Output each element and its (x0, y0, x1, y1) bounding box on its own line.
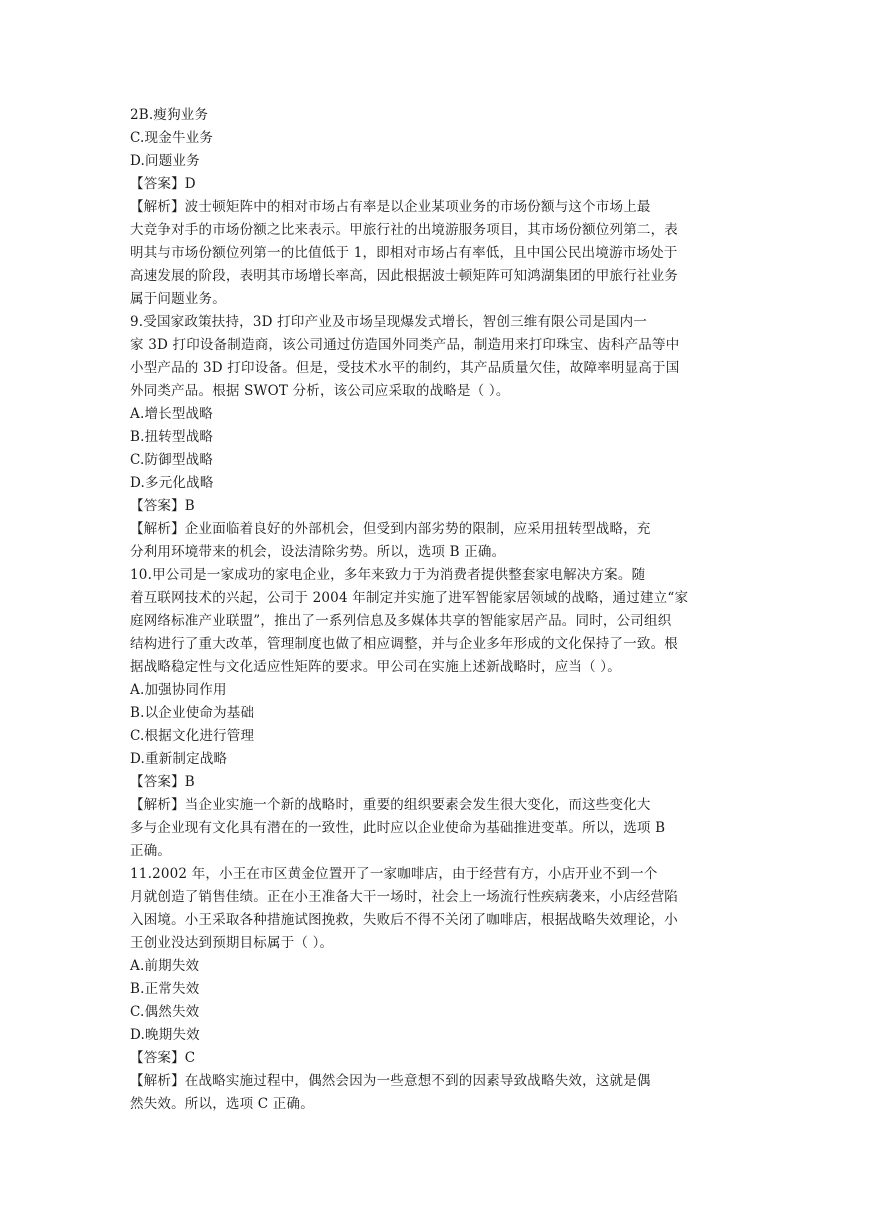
explanation-9-line-1: 【解析】企业面临着良好的外部机会，但受到内部劣势的限制，应采用扭转型战略，充 (130, 521, 651, 537)
option-a: A.加强协同作用 (130, 682, 227, 698)
question-9-line-2: 家 3D 打印设备制造商，该公司通过仿造国外同类产品，制造用来打印珠宝、齿科产品等中 (130, 337, 680, 353)
explanation-11-line-1: 【解析】在战略实施过程中，偶然会因为一些意想不到的因素导致战略失效，这就是偶 (130, 1073, 651, 1089)
question-10-line-3: 庭网络标准产业联盟”，推出了一系列信息及多媒体共享的智能家居产品。同时，公司组织 (130, 613, 672, 629)
question-11-line-3: 入困境。小王采取各种措施试图挽救，失败后不得不关闭了咖啡店，根据战略失效理论，小 (130, 912, 678, 928)
option-d: D.晚期失效 (130, 1027, 200, 1043)
option-c: C.根据文化进行管理 (130, 728, 255, 744)
option-b: B.正常失效 (130, 981, 200, 997)
question-10-line-5: 据战略稳定性与文化适应性矩阵的要求。甲公司在实施上述新战略时，应当（ ）。 (130, 659, 621, 675)
explanation-10-line-2: 多与企业现有文化具有潜在的一致性，此时应以企业使命为基础推进变革。所以，选项 B (130, 820, 666, 836)
explanation-10-line-1: 【解析】当企业实施一个新的战略时，重要的组织要素会发生很大变化，而这些变化大 (130, 797, 651, 813)
question-11-line-4: 王创业没达到预期目标属于（ ）。 (130, 935, 334, 951)
question-9-line-1: 9.受国家政策扶持，3D 打印产业及市场呈现爆发式增长，智创三维有限公司是国内一 (130, 314, 648, 330)
question-11-line-1: 11.2002 年，小王在市区黄金位置开了一家咖啡店，由于经营有方，小店开业不到一个 (130, 866, 658, 882)
option-d: D.问题业务 (130, 153, 200, 169)
explanation-8-line-4: 高速发展的阶段，表明其市场增长率高，因此根据波士顿矩阵可知鸿湖集团的甲旅行社业务 (130, 268, 678, 284)
explanation-10-line-3: 正确。 (130, 843, 172, 859)
explanation-8-line-5: 属于问题业务。 (130, 291, 226, 307)
answer-8: 【答案】D (130, 176, 196, 192)
answer-10: 【答案】B (130, 774, 195, 790)
option-c: C.偶然失效 (130, 1004, 200, 1020)
option-a: A.增长型战略 (130, 406, 213, 422)
option-b: B.以企业使命为基础 (130, 705, 255, 721)
option-d: D.重新制定战略 (130, 751, 228, 767)
question-9-line-4: 外同类产品。根据 SWOT 分析，该公司应采取的战略是（ ）。 (130, 383, 510, 399)
explanation-11-line-2: 然失效。所以，选项 C 正确。 (130, 1096, 314, 1112)
question-10-line-2: 着互联网技术的兴起，公司于 2004 年制定并实施了进军智能家居领域的战略，通过建立“家 (130, 590, 689, 606)
answer-9: 【答案】B (130, 498, 195, 514)
option-2b: 2B.瘦狗业务 (130, 107, 209, 123)
option-c: C.防御型战略 (130, 452, 214, 468)
option-b: B.扭转型战略 (130, 429, 214, 445)
explanation-8-line-3: 明其与市场份额位列第一的比值低于 1，即相对市场占有率低，且中国公民出境游市场处于 (130, 245, 678, 261)
question-11-line-2: 月就创造了销售佳绩。正在小王准备大干一场时，社会上一场流行性疾病袭来，小店经营陷 (130, 889, 678, 905)
option-c: C.现金牛业务 (130, 130, 214, 146)
option-d: D.多元化战略 (130, 475, 214, 491)
question-9-line-3: 小型产品的 3D 打印设备。但是，受技术水平的制约，其产品质量欠佳，故障率明显高于国 (130, 360, 680, 376)
explanation-8-line-2: 大竞争对手的市场份额之比来表示。甲旅行社的出境游服务项目，其市场份额位列第二，表 (130, 222, 678, 238)
question-10-line-4: 结构进行了重大改革，管理制度也做了相应调整，并与企业多年形成的文化保持了一致。根 (130, 636, 678, 652)
question-10-line-1: 10.甲公司是一家成功的家电企业，多年来致力于为消费者提供整套家电解决方案。随 (130, 567, 646, 583)
option-a: A.前期失效 (130, 958, 200, 974)
answer-11: 【答案】C (130, 1050, 196, 1066)
explanation-8-line-1: 【解析】波士顿矩阵中的相对市场占有率是以企业某项业务的市场份额与这个市场上最 (130, 199, 651, 215)
explanation-9-line-2: 分利用环境带来的机会，设法清除劣势。所以，选项 B 正确。 (130, 544, 506, 560)
